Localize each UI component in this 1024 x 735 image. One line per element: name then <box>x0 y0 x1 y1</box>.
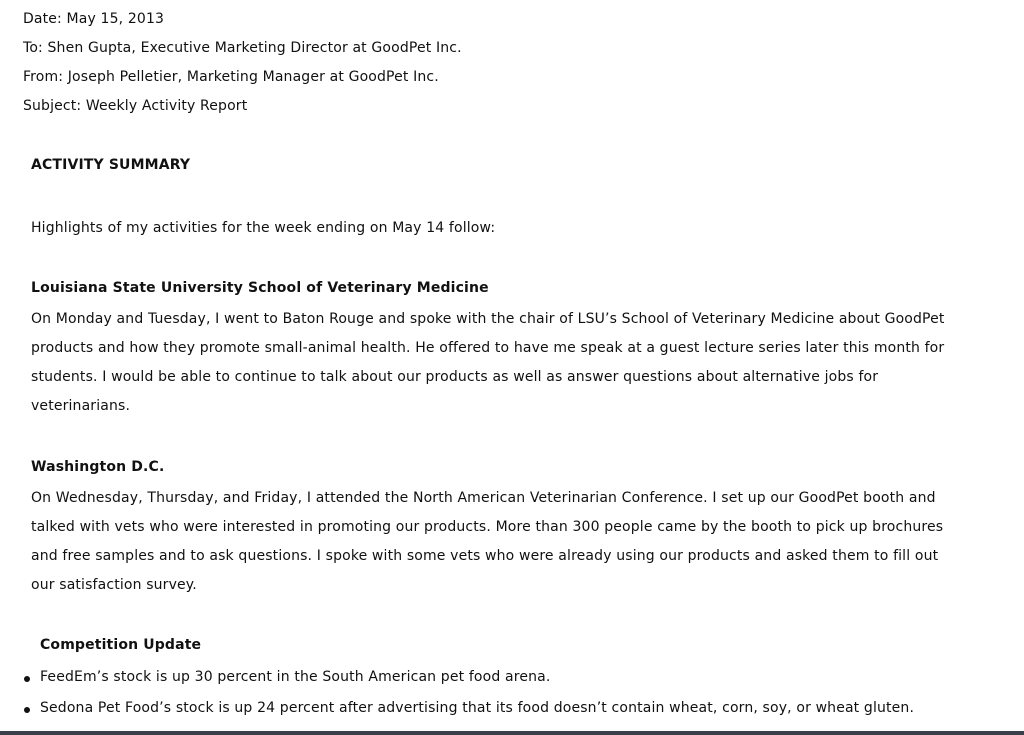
list-item <box>24 669 914 700</box>
lsu-line: On Monday and Tuesday, I went to Baton Rouge and spoke with the chair of LSU’s School of Veterinary Medicine about GoodPet <box>31 311 945 327</box>
summary-intro: Highlights of my activities for the week ending on May 14 follow: <box>31 220 496 236</box>
dc-heading: Washington D.C. <box>31 459 165 475</box>
list-item <box>24 700 914 731</box>
bullet-icon <box>24 707 30 713</box>
lsu-line: veterinarians. <box>31 398 131 414</box>
dc-line: talked with vets who were interested in promoting our products. More than 300 people came by the booth to pick up brochures <box>31 519 944 535</box>
dc-paragraph <box>31 484 986 600</box>
dc-line: On Wednesday, Thursday, and Friday, I attended the North American Veterinarian Conference. I set up our GoodPet booth and <box>31 490 936 506</box>
competition-heading: Competition Update <box>40 637 202 653</box>
memo-to: To: Shen Gupta, Executive Marketing Director at GoodPet Inc. <box>23 40 462 56</box>
competition-list <box>24 669 914 731</box>
bottom-divider <box>0 731 1024 735</box>
activity-summary-heading: ACTIVITY SUMMARY <box>31 157 191 173</box>
memo-from: From: Joseph Pelletier, Marketing Manager at GoodPet Inc. <box>23 69 439 85</box>
lsu-paragraph <box>31 305 986 421</box>
lsu-heading: Louisiana State University School of Veterinary Medicine <box>31 280 489 296</box>
bullet-icon <box>24 676 30 682</box>
competition-item-text: Sedona Pet Food’s stock is up 24 percent after advertising that its food doesn’t contain wheat, corn, soy, or wheat gluten. <box>40 700 915 716</box>
dc-line: our satisfaction survey. <box>31 577 197 593</box>
dc-line: and free samples and to ask questions. I spoke with some vets who were already using our products and asked them to fill out <box>31 548 939 564</box>
memo-subject: Subject: Weekly Activity Report <box>23 98 248 114</box>
lsu-line: students. I would be able to continue to talk about our products as well as answer questions about alternative jobs for <box>31 369 879 385</box>
memo-date: Date: May 15, 2013 <box>23 11 165 27</box>
lsu-line: products and how they promote small-animal health. He offered to have me speak at a guest lecture series later this month for <box>31 340 945 356</box>
competition-item-text: FeedEm’s stock is up 30 percent in the South American pet food arena. <box>40 669 551 685</box>
